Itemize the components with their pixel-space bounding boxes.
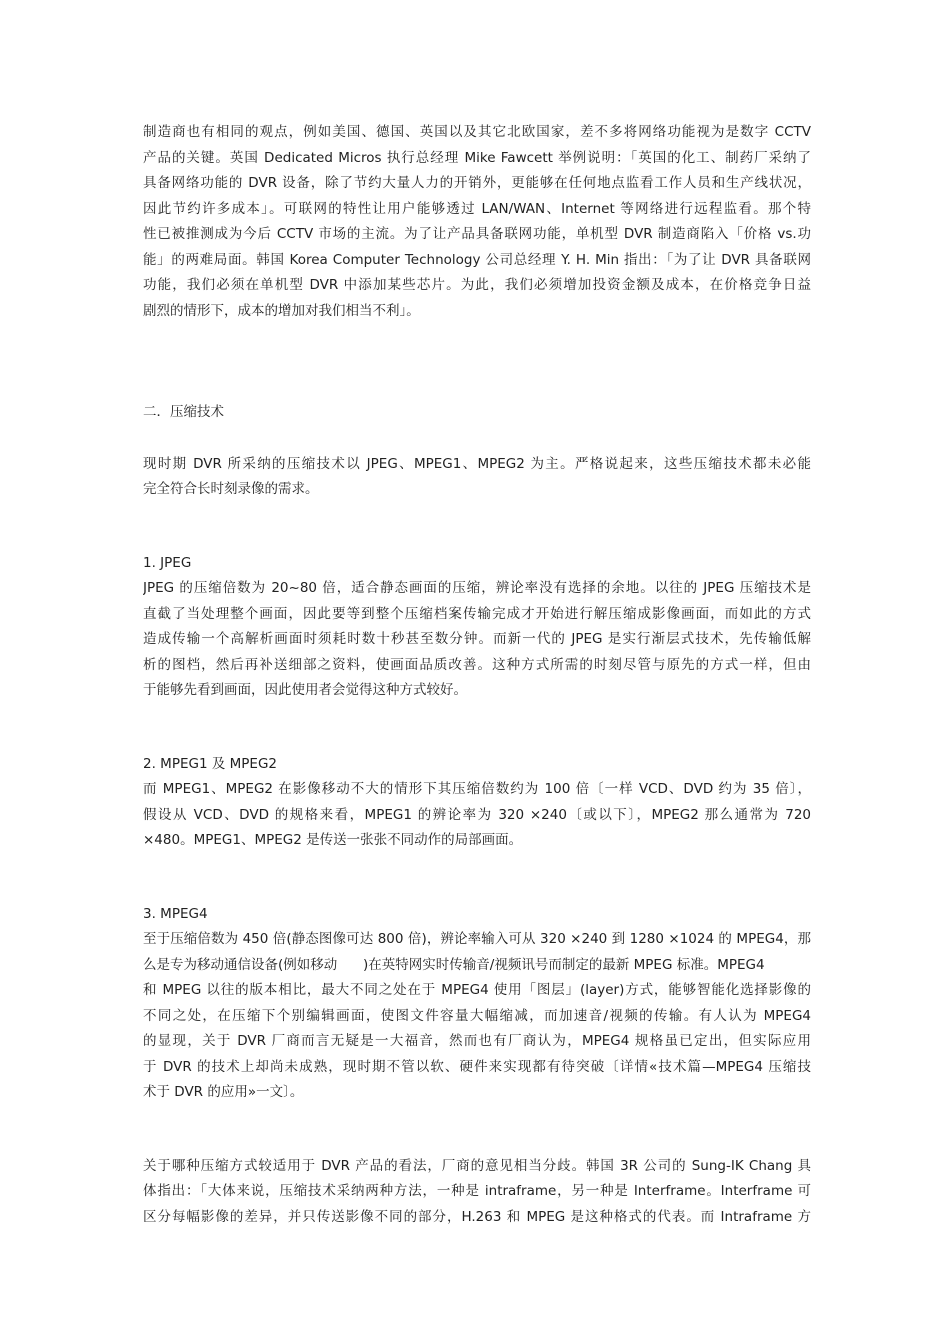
- text-line: 假设从 VCD、DVD 的规格来看，MPEG1 的辨论率为 320 ×240〔或以下〕，MPEG2 那么通常为 720: [143, 806, 811, 823]
- text-line: 体指出：「大体来说，压缩技术采纳两种方法，一种是 intraframe，另一种是 Interframe。Interframe 可: [143, 1183, 811, 1199]
- text-line: 术于 DVR 的应用»一文〕。: [143, 1084, 304, 1100]
- text-line: 造成传输一个高解析画面时须耗时数十秒甚至数分钟。而新一代的 JPEG 是实行渐层式技术，先传输低解: [143, 631, 811, 647]
- text-line: 区分每幅影像的差异，并只传送影像不同的部分，H.263 和 MPEG 是这种格式的代表。而 Intraframe 方: [143, 1208, 811, 1225]
- section2-intro-paragraph: [143, 452, 811, 503]
- text-line: 于 DVR 的技术上却尚未成熟，现时期不管以软、硬件来实现都有待突破〔详情«技术篇—MPEG4 压缩技: [143, 1058, 811, 1075]
- intro-paragraph: [143, 120, 811, 324]
- text-line: 性已被推测成为今后 CCTV 市场的主流。为了让产品具备联网功能，单机型 DVR 制造商陷入「价格 vs.功: [143, 226, 811, 242]
- text-line: 剧烈的情形下，成本的增加对我们相当不利」。: [143, 302, 420, 319]
- subsection-heading-jpeg: 1. JPEG: [143, 554, 192, 571]
- text-line: 析的图档，然后再补送细部之资料，使画面品质改善。这种方式所需的时刻尽管与原先的方式一样，但由: [143, 656, 811, 673]
- text-line: 直截了当处理整个画面，因此要等到整个压缩档案传输完成才开始进行解压缩成影像画面，而如此的方式: [143, 605, 811, 622]
- text-line: 具备网络功能的 DVR 设备，除了节约大量人力的开销外，更能够在任何地点监看工作人员和生产线状况，: [143, 175, 811, 191]
- text-line: 现时期 DVR 所采纳的压缩技术以 JPEG、MPEG1、MPEG2 为主。严格说起来，这些压缩技术都未必能: [143, 455, 811, 472]
- text-line: 至于压缩倍数为 450 倍(静态图像可达 800 倍)，辨论率输入可从 320 ×240 到 1280 ×1024 的 MPEG4，那: [143, 931, 811, 947]
- subsection-heading-mpeg12: 2. MPEG1 及 MPEG2: [143, 755, 277, 772]
- text-line: 功能，我们必须在单机型 DVR 中添加某些芯片。为此，我们必须增加投资金额及成本，在价格竞争日益: [143, 277, 811, 293]
- text-line: 不同之处，在压缩下个别编辑画面，使图文件容量大幅缩减，而加速音/视频的传输。有人认为 MPEG4: [143, 1007, 811, 1024]
- text-line: 的显现，关于 DVR 厂商而言无疑是一大福音，然而也有厂商认为，MPEG4 规格虽已定出，但实际应用: [143, 1033, 811, 1049]
- jpeg-paragraph: [143, 576, 811, 704]
- text-line: 而 MPEG1、MPEG2 在影像移动不大的情形下其压缩倍数约为 100 倍〔一样 VCD、DVD 约为 35 倍〕，: [143, 781, 811, 797]
- text-line: 关于哪种压缩方式较适用于 DVR 产品的看法，厂商的意见相当分歧。韩国 3R 公司的 Sung-IK Chang 具: [143, 1157, 811, 1174]
- mpeg4-paragraph: [143, 927, 811, 1106]
- text-line: 产品的关键。英国 Dedicated Micros 执行总经理 Mike Fawcett 举例说明：「英国的化工、制药厂采纳了: [143, 149, 811, 166]
- text-line: JPEG 的压缩倍数为 20~80 倍，适合静态画面的压缩，辨论率没有选择的余地。以往的 JPEG 压缩技术是: [143, 580, 811, 596]
- closing-paragraph: [143, 1154, 811, 1231]
- section-heading: 二．压缩技术: [143, 404, 224, 420]
- text-line: 完全符合长时刻录像的需求。: [143, 481, 319, 497]
- text-line: 因此节约许多成本」。可联网的特性让用户能够透过 LAN/WAN、Internet 等网络进行远程监看。那个特: [143, 200, 811, 217]
- text-line: 和 MPEG 以往的版本相比，最大不同之处在于 MPEG4 使用「图层」(layer)方式，能够智能化选择影像的: [143, 982, 811, 998]
- subsection-heading-mpeg4: 3. MPEG4: [143, 905, 208, 922]
- text-line: 能」的两难局面。韩国 Korea Computer Technology 公司总经理 Y. H. Min 指出：「为了让 DVR 具备联网: [143, 251, 811, 268]
- mpeg12-paragraph: [143, 777, 811, 854]
- text-line: ×480。MPEG1、MPEG2 是传送一张张不同动作的局部画面。: [143, 832, 523, 848]
- text-line: 于能够先看到画面，因此使用者会觉得这种方式较好。: [143, 682, 467, 698]
- document-page: [143, 120, 811, 1230]
- text-line: 么是专为移动通信设备(例如移动 )在英特网实时传输音/视频讯号而制定的最新 MPEG 标准。MPEG4: [143, 956, 765, 973]
- text-line: 制造商也有相同的观点，例如美国、德国、英国以及其它北欧国家，差不多将网络功能视为是数字 CCTV: [143, 124, 811, 140]
